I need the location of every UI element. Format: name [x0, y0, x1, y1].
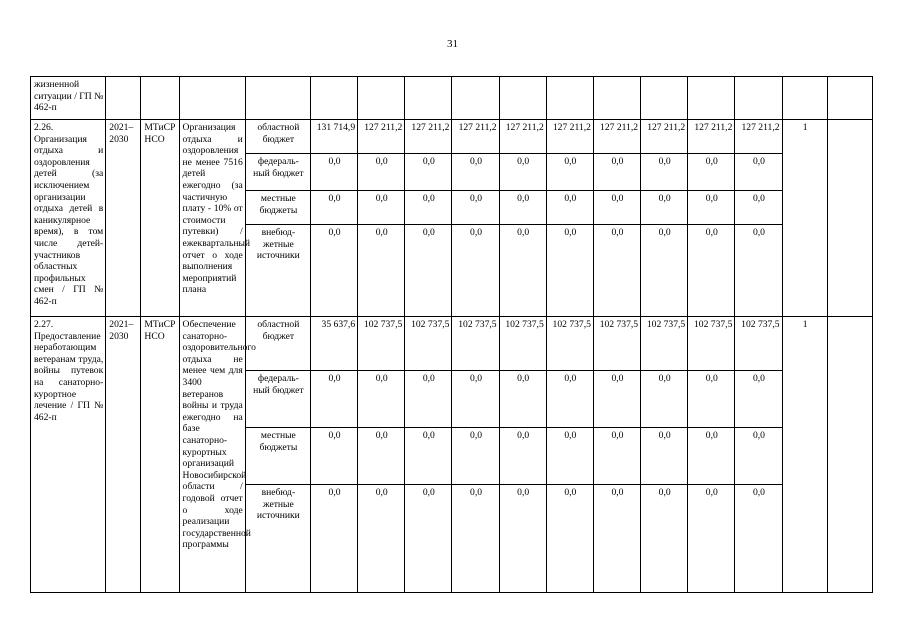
- budget-table: [30, 76, 873, 593]
- funding-source: внебюд- жетные источники: [245, 225, 310, 317]
- empty-cell: [106, 77, 141, 120]
- value-cell: 0,0: [452, 225, 499, 317]
- value-cell: 0,0: [593, 428, 640, 485]
- indicator: Обеспечение санаторно-оздоровительного отдыха не менее чем для 3400 ветеранов войны и труда ежегодно на базе санаторно-курортных организаций Новосибирской области / годовой отчет о ходе реализации государственной программы: [179, 317, 245, 593]
- value-cell: 102 737,5: [593, 317, 640, 371]
- empty-cell: [358, 77, 405, 120]
- value-cell: 0,0: [688, 225, 735, 317]
- value-cell: 0,0: [593, 225, 640, 317]
- value-cell: 0,0: [358, 485, 405, 593]
- continuation-row: [31, 77, 873, 120]
- empty-cell: [735, 77, 782, 120]
- extra-column: 1: [782, 120, 827, 317]
- funding-source: федераль- ный бюджет: [245, 154, 310, 191]
- value-cell: 102 737,5: [641, 317, 688, 371]
- years: 2021–2030: [106, 120, 141, 317]
- funding-source: местные бюджеты: [245, 191, 310, 225]
- value-cell: 0,0: [593, 154, 640, 191]
- value-cell: 35 637,6: [310, 317, 357, 371]
- value-cell: 0,0: [641, 371, 688, 428]
- empty-cell: [827, 77, 872, 120]
- empty-cell: [310, 77, 357, 120]
- value-cell: 0,0: [641, 428, 688, 485]
- value-cell: 127 211,2: [593, 120, 640, 154]
- value-cell: 127 211,2: [735, 120, 782, 154]
- value-cell: 127 211,2: [688, 120, 735, 154]
- value-cell: 0,0: [593, 485, 640, 593]
- value-cell: 127 211,2: [641, 120, 688, 154]
- value-cell: 0,0: [405, 485, 452, 593]
- value-cell: 0,0: [641, 191, 688, 225]
- value-cell: 0,0: [735, 428, 782, 485]
- value-cell: 0,0: [688, 154, 735, 191]
- value-cell: 102 737,5: [735, 317, 782, 371]
- value-cell: 0,0: [546, 225, 593, 317]
- empty-cell: [827, 317, 872, 593]
- value-cell: 0,0: [499, 225, 546, 317]
- extra-column: 1: [782, 317, 827, 593]
- value-cell: 0,0: [735, 191, 782, 225]
- activity-name: 2.26. Организация отдыха и оздоровления детей (за исключением организации отдыха детей в каникулярное время), в том числе детей-участников областных профильных смен / ГП № 462-п: [31, 120, 106, 317]
- empty-cell: [593, 77, 640, 120]
- continuation-cell: жизненной ситуации / ГП № 462-п: [31, 77, 106, 120]
- value-cell: 0,0: [735, 485, 782, 593]
- value-cell: 127 211,2: [499, 120, 546, 154]
- value-cell: 0,0: [452, 485, 499, 593]
- funding-source: внебюд- жетные источники: [245, 485, 310, 593]
- value-cell: 0,0: [310, 371, 357, 428]
- value-cell: 0,0: [546, 191, 593, 225]
- value-cell: 0,0: [310, 485, 357, 593]
- page-number: 31: [447, 38, 458, 50]
- executor: МТиСР НСО: [141, 317, 179, 593]
- value-cell: 0,0: [688, 371, 735, 428]
- value-cell: 0,0: [735, 154, 782, 191]
- empty-cell: [641, 77, 688, 120]
- funding-source: местные бюджеты: [245, 428, 310, 485]
- value-cell: 0,0: [641, 485, 688, 593]
- value-cell: 0,0: [499, 191, 546, 225]
- indicator: Организация отдыха и оздоровления не менее 7516 детей ежегодно (за частичную плату - 10% от стоимости путевки) / ежеквартальный отчет о ходе выполнения мероприятий плана: [179, 120, 245, 317]
- table-row: [31, 317, 873, 371]
- value-cell: 0,0: [405, 371, 452, 428]
- value-cell: 0,0: [546, 485, 593, 593]
- empty-cell: [179, 77, 245, 120]
- empty-cell: [782, 77, 827, 120]
- value-cell: 0,0: [452, 371, 499, 428]
- value-cell: 0,0: [499, 428, 546, 485]
- value-cell: 127 211,2: [452, 120, 499, 154]
- value-cell: 0,0: [310, 428, 357, 485]
- value-cell: 127 211,2: [546, 120, 593, 154]
- funding-source: федераль- ный бюджет: [245, 371, 310, 428]
- value-cell: 0,0: [688, 428, 735, 485]
- activity-name: 2.27. Предоставление неработающим ветеранам труда, войны путевок на санаторно-курортное лечение / ГП № 462-п: [31, 317, 106, 593]
- value-cell: 102 737,5: [499, 317, 546, 371]
- value-cell: 0,0: [310, 154, 357, 191]
- value-cell: 0,0: [405, 154, 452, 191]
- value-cell: 0,0: [405, 191, 452, 225]
- value-cell: 0,0: [499, 154, 546, 191]
- empty-cell: [245, 77, 310, 120]
- value-cell: 0,0: [499, 371, 546, 428]
- value-cell: 0,0: [546, 428, 593, 485]
- value-cell: 0,0: [735, 371, 782, 428]
- executor: МТиСР НСО: [141, 120, 179, 317]
- value-cell: 102 737,5: [405, 317, 452, 371]
- value-cell: 102 737,5: [688, 317, 735, 371]
- value-cell: 0,0: [593, 371, 640, 428]
- empty-cell: [499, 77, 546, 120]
- value-cell: 102 737,5: [546, 317, 593, 371]
- value-cell: 0,0: [546, 371, 593, 428]
- value-cell: 0,0: [452, 428, 499, 485]
- value-cell: 0,0: [358, 371, 405, 428]
- table-row: [31, 120, 873, 154]
- empty-cell: [452, 77, 499, 120]
- years: 2021–2030: [106, 317, 141, 593]
- value-cell: 127 211,2: [405, 120, 452, 154]
- funding-source: областной бюджет: [245, 120, 310, 154]
- value-cell: 127 211,2: [358, 120, 405, 154]
- value-cell: 0,0: [546, 154, 593, 191]
- empty-cell: [827, 120, 872, 317]
- value-cell: 0,0: [405, 428, 452, 485]
- value-cell: 0,0: [688, 191, 735, 225]
- value-cell: 0,0: [405, 225, 452, 317]
- value-cell: 0,0: [641, 154, 688, 191]
- value-cell: 102 737,5: [452, 317, 499, 371]
- empty-cell: [405, 77, 452, 120]
- empty-cell: [141, 77, 179, 120]
- value-cell: 131 714,9: [310, 120, 357, 154]
- value-cell: 0,0: [310, 225, 357, 317]
- value-cell: 0,0: [358, 154, 405, 191]
- value-cell: 0,0: [358, 428, 405, 485]
- value-cell: 0,0: [641, 225, 688, 317]
- value-cell: 0,0: [358, 191, 405, 225]
- value-cell: 0,0: [452, 154, 499, 191]
- value-cell: 102 737,5: [358, 317, 405, 371]
- value-cell: 0,0: [735, 225, 782, 317]
- empty-cell: [546, 77, 593, 120]
- funding-source: областной бюджет: [245, 317, 310, 371]
- value-cell: 0,0: [499, 485, 546, 593]
- value-cell: 0,0: [452, 191, 499, 225]
- empty-cell: [688, 77, 735, 120]
- value-cell: 0,0: [688, 485, 735, 593]
- value-cell: 0,0: [593, 191, 640, 225]
- value-cell: 0,0: [310, 191, 357, 225]
- value-cell: 0,0: [358, 225, 405, 317]
